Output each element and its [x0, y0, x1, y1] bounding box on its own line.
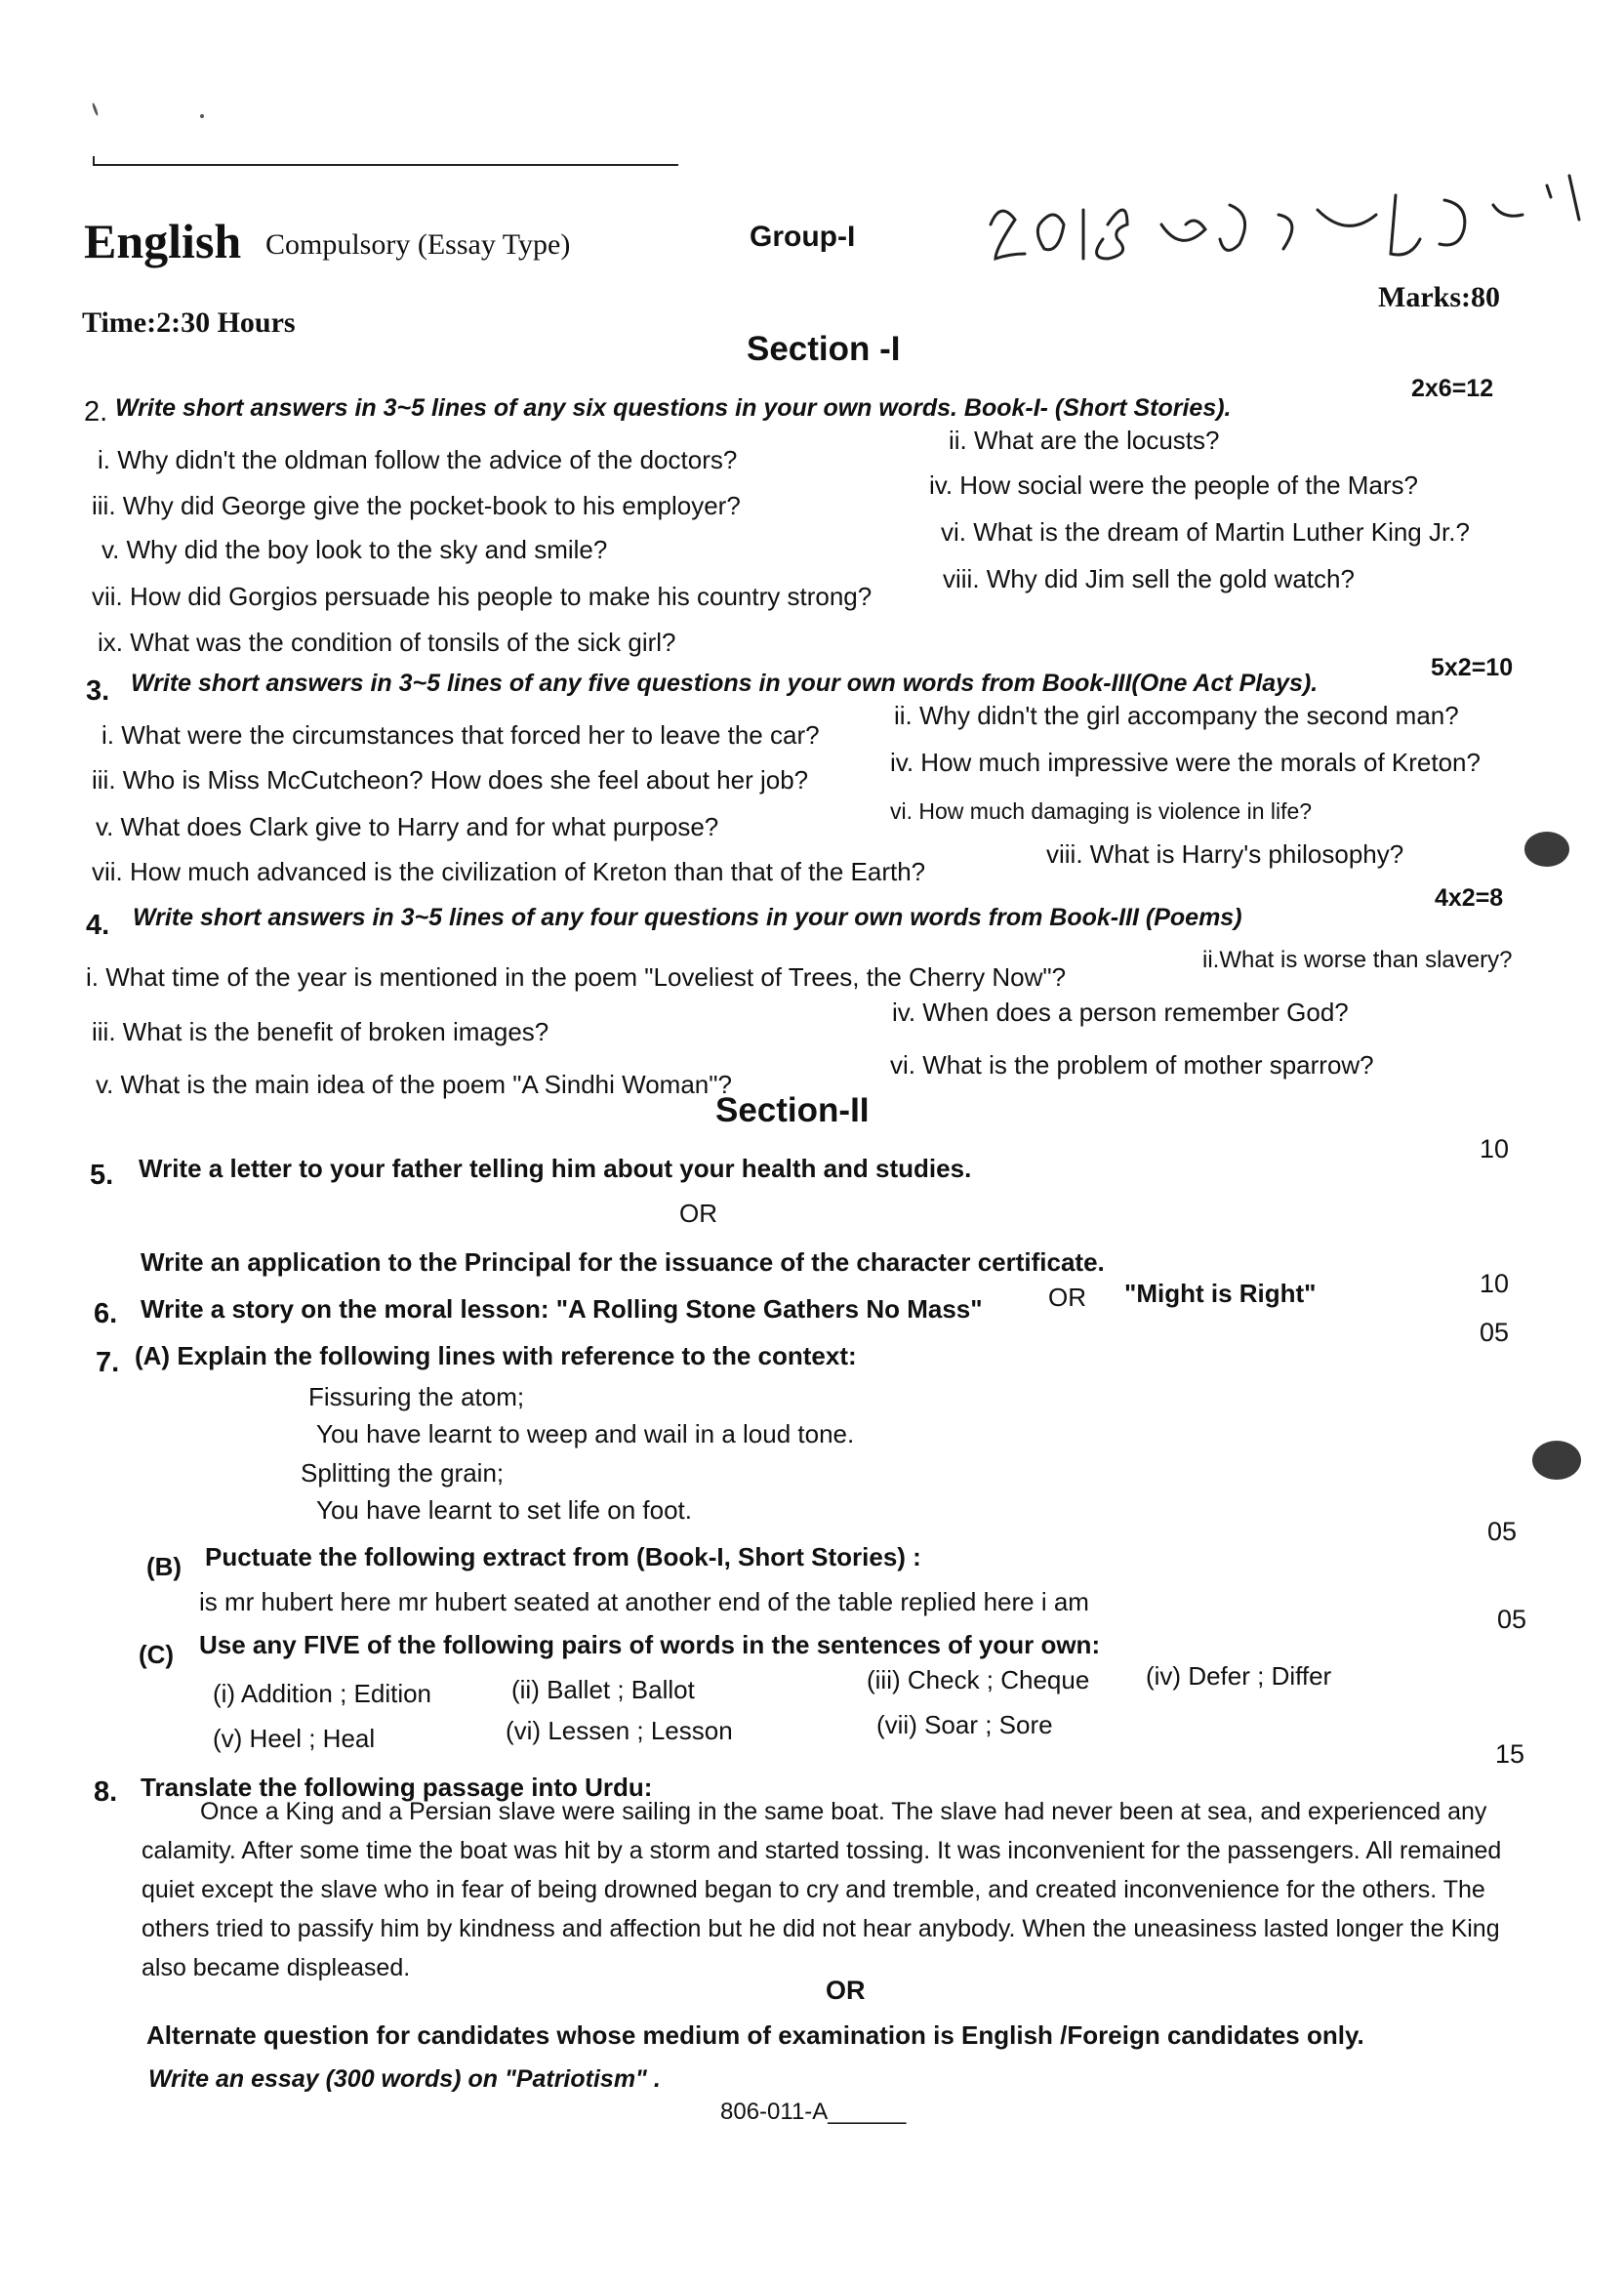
q2-prompt: Write short answers in 3~5 lines of any six questions in your own words. Book-I- (Short Stories).: [115, 394, 1232, 422]
q7c-marks: 05: [1497, 1605, 1527, 1634]
q7a-marks: 05: [1480, 1318, 1510, 1347]
q3-item: iv. How much impressive were the morals of Kreton?: [890, 748, 1481, 777]
q4-prompt: Write short answers in 3~5 lines of any four questions in your own words from Book-III (Poems): [133, 904, 1242, 931]
scan-mark: [200, 114, 204, 118]
section-2-title: Section-II: [715, 1091, 870, 1129]
scan-blot: [1532, 1441, 1581, 1480]
q7a-poem-line: Splitting the grain;: [301, 1458, 505, 1488]
q5-marks: 10: [1480, 1134, 1510, 1163]
q2-item: viii. Why did Jim sell the gold watch?: [943, 564, 1355, 593]
q2-item: iv. How social were the people of the Mars?: [929, 470, 1418, 500]
q6-marks: 10: [1480, 1269, 1510, 1298]
q5-text: Write a letter to your father telling him about your health and studies.: [139, 1154, 972, 1183]
q7c-pair: (v) Heel ; Heal: [213, 1724, 376, 1753]
handwritten-note: [986, 166, 1591, 273]
q3-item: iii. Who is Miss McCutcheon? How does she feel about her job?: [92, 765, 809, 795]
q3-item: viii. What is Harry's philosophy?: [1046, 839, 1404, 869]
paper-code: 806-011-A______: [720, 2099, 907, 2125]
q6-or: OR: [1048, 1283, 1086, 1312]
q7a-poem-line: You have learnt to set life on foot.: [316, 1495, 692, 1525]
q7c-pair: (vi) Lessen ; Lesson: [506, 1716, 733, 1745]
q7c-pair: (ii) Ballet ; Ballot: [511, 1675, 695, 1704]
scan-mark: [92, 102, 100, 116]
header-rule: [93, 164, 678, 166]
scan-blot: [1524, 832, 1569, 867]
q8-passage: Once a King and a Persian slave were sailing in the same boat. The slave had never been at sea, and experienced any calamity. After some time the boat was hit by a storm and started tossing. It was inconvenient for the passengers. All remained quiet except the slave who in fear of being drowned began to cry and tremble, and created inconvenience for the others. The others tried to passify him by kindness and affection but he did not hear anybody. When the uneasiness lasted longer the King also became displeased.: [142, 1798, 1502, 1981]
q7c-pair: (iv) Defer ; Differ: [1146, 1661, 1332, 1691]
q2-marks: 2x6=12: [1411, 375, 1494, 402]
q2-item: v. Why did the boy look to the sky and smile?: [102, 535, 608, 564]
q7c-pair: (vii) Soar ; Sore: [876, 1710, 1053, 1739]
q6-number: 6.: [94, 1298, 118, 1329]
q2-item: iii. Why did George give the pocket-book to his employer?: [92, 491, 741, 520]
q3-marks: 5x2=10: [1431, 654, 1514, 681]
q7-number: 7.: [96, 1347, 120, 1378]
q3-item: i. What were the circumstances that forced her to leave the car?: [102, 720, 820, 750]
q4-number: 4.: [86, 910, 110, 941]
q8-essay: Write an essay (300 words) on "Patriotism" .: [148, 2065, 661, 2093]
q3-number: 3.: [86, 675, 110, 707]
q7b-marks: 05: [1487, 1517, 1518, 1546]
q5-number: 5.: [90, 1160, 114, 1191]
q7b-extract: is mr hubert here mr hubert seated at another end of the table replied here i am: [199, 1587, 1089, 1616]
q5-or: OR: [679, 1199, 717, 1228]
q6-text: Write a story on the moral lesson: "A Rolling Stone Gathers No Mass": [141, 1294, 983, 1324]
marks-label: Marks:80: [1378, 281, 1500, 313]
q7a-label: (A) Explain the following lines with reference to the context:: [135, 1341, 857, 1370]
group-label: Group-I: [750, 221, 856, 253]
q3-item: v. What does Clark give to Harry and for what purpose?: [96, 812, 719, 841]
q7b-label: (B): [146, 1552, 183, 1581]
q2-number: 2.: [84, 396, 108, 428]
q7a-poem-line: Fissuring the atom;: [308, 1382, 525, 1411]
q2-item: ix. What was the condition of tonsils of the sick girl?: [98, 628, 676, 657]
q8-marks: 15: [1495, 1739, 1525, 1769]
section-1-title: Section -I: [747, 330, 901, 368]
q4-marks: 4x2=8: [1435, 884, 1504, 912]
q7c-pair: (i) Addition ; Edition: [213, 1679, 432, 1708]
q2-item: ii. What are the locusts?: [949, 426, 1220, 455]
q4-item: vi. What is the problem of mother sparrow?: [890, 1050, 1374, 1080]
q3-item: ii. Why didn't the girl accompany the second man?: [894, 701, 1459, 730]
q3-item: vii. How much advanced is the civilization of Kreton than that of the Earth?: [92, 857, 926, 886]
q4-item: iii. What is the benefit of broken images?: [92, 1017, 549, 1046]
q7c-label: (C): [139, 1640, 175, 1669]
q7c-text: Use any FIVE of the following pairs of words in the sentences of your own:: [199, 1630, 1101, 1659]
q8-or: OR: [826, 1976, 866, 2005]
time-label: Time:2:30 Hours: [82, 306, 296, 339]
q3-item: vi. How much damaging is violence in life?: [890, 798, 1313, 824]
q8-text: Translate the following passage into Urdu:: [141, 1773, 653, 1802]
subject-subtitle: Compulsory (Essay Type): [265, 228, 571, 261]
q4-item: v. What is the main idea of the poem "A Sindhi Woman"?: [96, 1070, 732, 1099]
q8-number: 8.: [94, 1776, 118, 1808]
q8-alt-line: Alternate question for candidates whose medium of examination is English /Foreign candidates only.: [146, 2020, 1364, 2050]
q4-item: iv. When does a person remember God?: [892, 998, 1349, 1027]
q5-alt: Write an application to the Principal for the issuance of the character certificate.: [141, 1247, 1105, 1277]
q3-prompt: Write short answers in 3~5 lines of any five questions in your own words from Book-III(One Act Plays).: [131, 670, 1319, 697]
subject-title: English: [84, 214, 242, 268]
q7c-pair: (iii) Check ; Cheque: [867, 1665, 1090, 1694]
q7b-text: Puctuate the following extract from (Book-I, Short Stories) :: [205, 1542, 921, 1571]
handwritten-note-scribble: [986, 166, 1591, 273]
q2-item: vii. How did Gorgios persuade his people to make his country strong?: [92, 582, 873, 611]
q4-item: ii.What is worse than slavery?: [1202, 947, 1513, 973]
q7a-poem-line: You have learnt to weep and wail in a loud tone.: [316, 1419, 855, 1448]
q2-item: i. Why didn't the oldman follow the advice of the doctors?: [98, 445, 738, 474]
q4-item: i. What time of the year is mentioned in the poem "Loveliest of Trees, the Cherry Now"?: [86, 962, 1067, 992]
q6-alt: "Might is Right": [1124, 1279, 1317, 1308]
q2-item: vi. What is the dream of Martin Luther King Jr.?: [941, 517, 1470, 547]
